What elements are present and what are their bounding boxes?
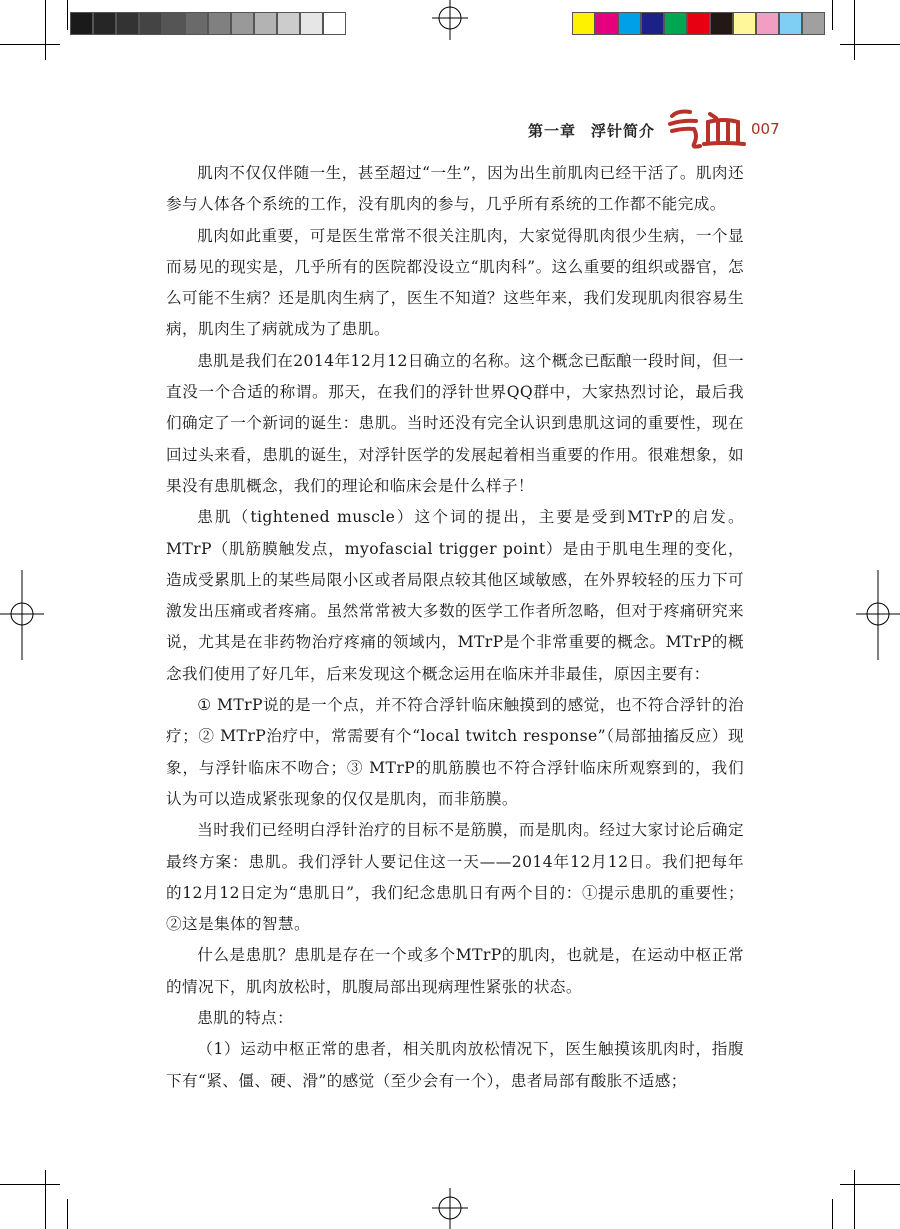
paragraph: 肌肉不仅仅伴随一生，甚至超过“一生”，因为出生前肌肉已经干活了。肌肉还参与人体各个系统的工作，没有肌肉的参与，几乎所有系统的工作都不能完成。 (166, 164, 744, 214)
qixue-calligraphy-logo (664, 106, 748, 150)
color-swatch (710, 12, 733, 35)
color-swatch (733, 12, 756, 35)
color-swatch (254, 12, 277, 35)
paragraph: （1）运动中枢正常的患者，相关肌肉放松情况下，医生触摸该肌肉时，指腹下有“紧、僵、硬、滑”的感觉（至少会有一个），患者局部有酸胀不适感； (166, 1040, 744, 1090)
paragraph: 肌肉如此重要，可是医生常常不很关注肌肉，大家觉得肌肉很少生病，一个显而易见的现实是，几乎所有的医院都没设立“肌肉科”。这么重要的组织或器官，怎么可能不生病？还是肌肉生病了，医生不知道？这些年来，我们发现肌肉很容易生病，肌肉生了病就成为了患肌。 (166, 226, 744, 339)
color-swatch (162, 12, 185, 35)
registration-target-top (428, 0, 472, 44)
chapter-label: 第一章 (528, 122, 577, 140)
color-swatch (70, 12, 93, 35)
color-swatch (595, 12, 618, 35)
process-color-bar (572, 12, 825, 35)
page-number: 007 (751, 120, 780, 138)
paragraph: 患肌是我们在2014年12月12日确立的名称。这个概念已酝酿一段时间，但一直没一个合适的称谓。那天，在我们的浮针世界QQ群中，大家热烈讨论，最后我们确定了一个新词的诞生：患肌。当时还没有完全认识到患肌这词的重要性，现在回过头来看，患肌的诞生，对浮针医学的发展起着相当重要的作用。很难想象，如果没有患肌概念，我们的理论和临床会是什么样子！ (166, 351, 744, 495)
color-swatch (802, 12, 825, 35)
body-text (166, 158, 744, 1097)
registration-target-bottom (428, 1186, 472, 1229)
color-swatch (572, 12, 595, 35)
paragraph: ① MTrP说的是一个点，并不符合浮针临床触摸到的感觉，也不符合浮针的治疗；② MTrP治疗中，常需要有个“local twitch response”（局部抽搐反应）现象，与浮针临床不吻合；③ MTrP的肌筋膜也不符合浮针临床所观察到的，我们认为可以造成紧张现象的仅仅是肌肉，而非筋膜。 (166, 696, 744, 808)
color-swatch (756, 12, 779, 35)
paragraph: 当时我们已经明白浮针治疗的目标不是筋膜，而是肌肉。经过大家讨论后确定最终方案：患肌。我们浮针人要记住这一天——2014年12月12日。我们把每年的12月12日定为“患肌日”，我们纪念患肌日有两个目的：①提示患肌的重要性；②这是集体的智慧。 (166, 821, 744, 934)
running-header (0, 116, 900, 146)
color-swatch (185, 12, 208, 35)
color-swatch (687, 12, 710, 35)
color-swatch (277, 12, 300, 35)
color-swatch (139, 12, 162, 35)
color-swatch (116, 12, 139, 35)
color-swatch (323, 12, 346, 35)
grayscale-color-bar (70, 12, 346, 35)
paragraph: 患肌（tightened muscle）这个词的提出，主要是受到MTrP的启发。MTrP（肌筋膜触发点，myofascial trigger point）是由于肌电生理的变化，造成受累肌上的某些局限小区或者局限点较其他区域敏感，在外界较轻的压力下可激发出压痛或者疼痛。虽然常常被大多数的医学工作者所忽略，但对于疼痛研究来说，尤其是在非药物治疗疼痛的领域内，MTrP是个非常重要的概念。MTrP的概念我们使用了好几年，后来发现这个概念运用在临床并非最佳，原因主要有： (166, 508, 744, 683)
color-swatch (300, 12, 323, 35)
color-swatch (779, 12, 802, 35)
color-swatch (208, 12, 231, 35)
paragraph: 患肌的特点： (197, 1009, 294, 1028)
registration-target-right (854, 570, 900, 660)
color-swatch (231, 12, 254, 35)
color-swatch (618, 12, 641, 35)
color-swatch (93, 12, 116, 35)
paragraph: 什么是患肌？患肌是存在一个或多个MTrP的肌肉，也就是，在运动中枢正常的情况下，肌肉放松时，肌腹局部出现病理性紧张的状态。 (166, 946, 744, 996)
color-swatch (664, 12, 687, 35)
chapter-title: 浮针简介 (591, 122, 656, 140)
registration-target-left (0, 570, 46, 660)
color-swatch (641, 12, 664, 35)
